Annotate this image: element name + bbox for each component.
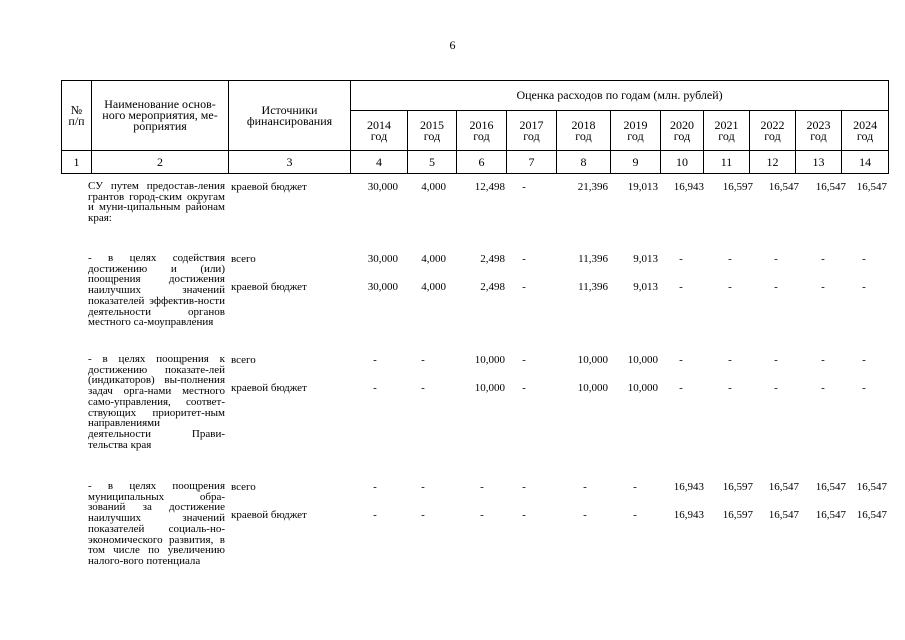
- header-year: 2015 год: [408, 111, 457, 151]
- expense-value: 10,000: [474, 382, 505, 394]
- expense-value: -: [522, 382, 526, 394]
- column-number: 7: [507, 151, 557, 174]
- header-col-number: № п/п: [62, 81, 92, 151]
- expense-value: 30,000: [367, 253, 398, 265]
- expense-value: 10,000: [474, 354, 505, 366]
- expense-value: -: [821, 281, 825, 293]
- expense-value: -: [679, 354, 683, 366]
- expense-value: 10,000: [627, 354, 658, 366]
- expense-value: 30,000: [367, 181, 398, 193]
- activity-name: - в целях поощрения муниципальных обра-зований за достижение наилучших значений показателей социаль-но-экономического развития, в том числе по увеличению налого-вого потенциала: [88, 480, 225, 567]
- column-number: 5: [408, 151, 457, 174]
- expense-value: -: [522, 509, 526, 521]
- expense-value: -: [373, 382, 377, 394]
- expense-value: -: [679, 253, 683, 265]
- expense-value: -: [421, 509, 425, 521]
- funding-source: краевой бюджет: [231, 509, 307, 521]
- expense-value: 16,547: [768, 181, 799, 193]
- expense-value: 16,547: [856, 181, 887, 193]
- activity-name: СУ путем предостав-ления грантов город-ским округам и муни-ципальным районам края:: [88, 180, 225, 225]
- header-year: 2020 год: [661, 111, 704, 151]
- expense-value: 16,547: [768, 509, 799, 521]
- column-number: 12: [750, 151, 796, 174]
- expense-value: 4,000: [421, 281, 446, 293]
- column-number: 2: [92, 151, 229, 174]
- expense-value: 11,396: [578, 281, 608, 293]
- funding-source: краевой бюджет: [231, 181, 307, 193]
- expense-value: 30,000: [367, 281, 398, 293]
- expense-value: 10,000: [577, 382, 608, 394]
- expense-value: 16,597: [722, 509, 753, 521]
- header-year: 2018 год: [557, 111, 611, 151]
- expense-value: 9,013: [633, 253, 658, 265]
- expense-value: -: [679, 382, 683, 394]
- column-number: 1: [62, 151, 92, 174]
- expense-value: 4,000: [421, 253, 446, 265]
- header-year: 2017 год: [507, 111, 557, 151]
- expense-value: -: [522, 281, 526, 293]
- expense-value: 12,498: [474, 181, 505, 193]
- expense-value: -: [421, 354, 425, 366]
- column-number: 13: [796, 151, 842, 174]
- expense-value: -: [480, 481, 484, 493]
- expense-value: -: [862, 354, 866, 366]
- expense-value: 4,000: [421, 181, 446, 193]
- column-number: 4: [351, 151, 408, 174]
- expense-value: 16,547: [815, 481, 846, 493]
- header-year: 2014 год: [351, 111, 408, 151]
- expense-value: 11,396: [578, 253, 608, 265]
- table-body: [61, 176, 888, 596]
- funding-source: всего: [231, 253, 256, 265]
- expense-value: -: [821, 382, 825, 394]
- expense-value: -: [583, 509, 587, 521]
- header-year: 2024 год: [842, 111, 889, 151]
- column-numbering-row: [62, 151, 889, 174]
- expense-value: -: [774, 253, 778, 265]
- column-number: 14: [842, 151, 889, 174]
- expense-value: -: [522, 253, 526, 265]
- activity-name: - в целях поощрения к достижению показате-лей (индикаторов) вы-полнения задач орга-нами местного само-управления, соответ-ствующих приоритет-ным направлениями деятельности Прави-тельства края: [88, 353, 225, 451]
- expense-value: -: [774, 281, 778, 293]
- expense-value: 16,547: [815, 181, 846, 193]
- expense-value: -: [728, 382, 732, 394]
- header-year: 2021 год: [704, 111, 750, 151]
- expense-table-header: [61, 80, 889, 174]
- expense-value: -: [480, 509, 484, 521]
- expense-value: -: [522, 481, 526, 493]
- expense-value: 2,498: [480, 281, 505, 293]
- expense-value: -: [862, 382, 866, 394]
- expense-value: -: [821, 253, 825, 265]
- expense-value: -: [679, 281, 683, 293]
- expense-value: -: [373, 509, 377, 521]
- expense-value: -: [583, 481, 587, 493]
- column-number: 3: [229, 151, 351, 174]
- funding-source: всего: [231, 354, 256, 366]
- expense-value: 16,597: [722, 481, 753, 493]
- expense-value: 16,547: [856, 481, 887, 493]
- header-year: 2019 год: [611, 111, 661, 151]
- expense-value: -: [421, 382, 425, 394]
- expense-value: 16,943: [673, 481, 704, 493]
- expense-value: 16,547: [768, 481, 799, 493]
- expense-value: -: [862, 281, 866, 293]
- expense-value: -: [774, 382, 778, 394]
- header-col-sources: Источники финансирования: [229, 81, 351, 151]
- column-number: 9: [611, 151, 661, 174]
- column-number: 8: [557, 151, 611, 174]
- expense-value: 16,547: [815, 509, 846, 521]
- expense-value: 10,000: [627, 382, 658, 394]
- header-col-estimate: Оценка расходов по годам (млн. рублей): [351, 81, 889, 111]
- expense-value: 19,013: [627, 181, 658, 193]
- expense-value: -: [633, 481, 637, 493]
- expense-value: 2,498: [480, 253, 505, 265]
- expense-value: -: [862, 253, 866, 265]
- expense-value: 16,943: [673, 509, 704, 521]
- expense-value: -: [373, 354, 377, 366]
- expense-value: -: [522, 354, 526, 366]
- expense-value: 21,396: [577, 181, 608, 193]
- funding-source: краевой бюджет: [231, 281, 307, 293]
- expense-value: -: [633, 509, 637, 521]
- expense-value: 9,013: [633, 281, 658, 293]
- expense-value: -: [774, 354, 778, 366]
- header-year: 2022 год: [750, 111, 796, 151]
- header-col-name: Наименование основ- ного мероприятия, ме- роприятия: [92, 81, 229, 151]
- column-number: 6: [457, 151, 507, 174]
- expense-value: 16,943: [673, 181, 704, 193]
- expense-value: -: [522, 181, 526, 193]
- expense-value: 16,547: [856, 509, 887, 521]
- page-number: 6: [449, 38, 456, 52]
- funding-source: краевой бюджет: [231, 382, 307, 394]
- expense-value: 16,597: [722, 181, 753, 193]
- expense-value: -: [728, 281, 732, 293]
- header-year: 2016 год: [457, 111, 507, 151]
- column-number: 11: [704, 151, 750, 174]
- expense-value: -: [728, 253, 732, 265]
- funding-source: всего: [231, 481, 256, 493]
- expense-value: -: [821, 354, 825, 366]
- expense-value: -: [728, 354, 732, 366]
- expense-value: 10,000: [577, 354, 608, 366]
- column-number: 10: [661, 151, 704, 174]
- expense-value: -: [373, 481, 377, 493]
- header-year: 2023 год: [796, 111, 842, 151]
- expense-value: -: [421, 481, 425, 493]
- activity-name: - в целях содействия достижению и (или) поощрения достижения наилучших значений показателей эффектив-ности деятельности органов местного са-моуправления: [88, 252, 225, 329]
